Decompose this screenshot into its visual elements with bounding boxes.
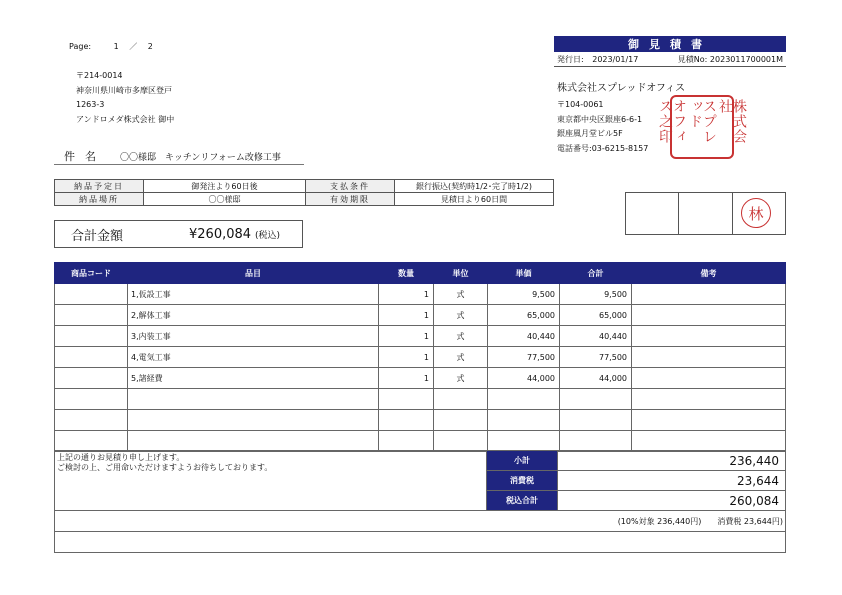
row-unit: 式 xyxy=(434,284,488,305)
info-table xyxy=(54,179,554,206)
row-item: 1,仮設工事 xyxy=(128,284,379,305)
row-unit: 式 xyxy=(434,347,488,368)
payment-terms: 銀行振込(契約時1/2･完了時1/2) xyxy=(395,180,554,193)
row-code xyxy=(55,305,128,326)
row-amount: 9,500 xyxy=(560,284,632,305)
row-price: 40,440 xyxy=(488,326,560,347)
page-current: 1 xyxy=(113,42,119,51)
subject-label: 件名 xyxy=(64,150,106,163)
company-seal xyxy=(657,95,747,159)
tax-value: 23,644 xyxy=(558,471,786,491)
summary-table xyxy=(54,450,786,553)
row-code xyxy=(55,284,128,305)
row-code xyxy=(55,347,128,368)
row-item: 2,解体工事 xyxy=(128,305,379,326)
table-row-empty xyxy=(55,410,786,431)
row-note xyxy=(632,326,786,347)
grand-total-value: 260,084 xyxy=(558,491,786,511)
recipient-address1: 神奈川県川崎市多摩区登戸 xyxy=(76,85,172,95)
table-row-empty xyxy=(55,431,786,452)
delivery-date-label: 納品予定日 xyxy=(55,180,144,193)
issuer-address1: 東京都中央区銀座6-6-1 xyxy=(557,114,643,124)
table-row xyxy=(55,368,786,389)
stamp-box xyxy=(679,193,732,235)
page-label: Page: xyxy=(69,42,92,51)
payment-label: 支払条件 xyxy=(306,180,395,193)
delivery-place-label: 納品場所 xyxy=(55,193,144,206)
header-amount: 合計 xyxy=(560,263,632,284)
delivery-place: 〇〇様邸 xyxy=(144,193,306,206)
subject-value: 〇〇様邸 キッチンリフォーム改修工事 xyxy=(120,152,281,163)
row-item: 5,諸経費 xyxy=(128,368,379,389)
recipient-address2: 1263-3 xyxy=(76,100,105,109)
page-separator: ／ xyxy=(129,42,138,51)
issue-date: 2023/01/17 xyxy=(592,55,639,64)
remarks-line1: 上記の通りお見積り申し上げます。 xyxy=(57,453,185,462)
row-unit: 式 xyxy=(434,368,488,389)
validity-label: 有効期限 xyxy=(306,193,395,206)
header-note: 備考 xyxy=(632,263,786,284)
row-qty: 1 xyxy=(379,284,434,305)
row-price: 65,000 xyxy=(488,305,560,326)
issue-line xyxy=(554,53,786,67)
row-note xyxy=(632,347,786,368)
subtotal-label: 小計 xyxy=(487,451,558,471)
seal-column-2: スプレッド xyxy=(687,99,717,144)
row-amount: 40,440 xyxy=(560,326,632,347)
seal-column-1: 株式会社 xyxy=(717,99,747,144)
header-item: 品目 xyxy=(128,263,379,284)
row-unit: 式 xyxy=(434,305,488,326)
row-amount: 44,000 xyxy=(560,368,632,389)
table-row xyxy=(55,326,786,347)
header-unit: 単位 xyxy=(434,263,488,284)
estimate-no: 2023011700001M xyxy=(709,55,783,64)
issuer-company: 株式会社スプレッドオフィス xyxy=(557,83,686,94)
subtotal-value: 236,440 xyxy=(558,451,786,471)
table-row-empty xyxy=(55,389,786,410)
row-amount: 65,000 xyxy=(560,305,632,326)
remarks-line2: ご検討の上、ご用命いただけますようお待ちしております。 xyxy=(57,463,273,472)
tax-label: 消費税 xyxy=(487,471,558,491)
issuer-address2: 銀座風月堂ビル5F xyxy=(557,129,623,138)
table-row xyxy=(55,347,786,368)
row-unit: 式 xyxy=(434,326,488,347)
page-indicator xyxy=(69,41,153,52)
estimate-no-label: 見積No: xyxy=(677,55,708,64)
row-item: 4,電気工事 xyxy=(128,347,379,368)
header-qty: 数量 xyxy=(379,263,434,284)
total-amount: ¥260,084 xyxy=(189,226,252,242)
table-row xyxy=(55,284,786,305)
remarks-cell xyxy=(55,451,487,511)
header-price: 単価 xyxy=(488,263,560,284)
issuer-postal: 〒104-0061 xyxy=(557,100,604,109)
row-item: 3,内装工事 xyxy=(128,326,379,347)
total-label: 合計金額 xyxy=(71,228,124,244)
recipient-postal: 〒214-0014 xyxy=(76,71,123,80)
table-row xyxy=(55,305,786,326)
line-items-table xyxy=(54,262,786,452)
issue-date-label: 発行日: xyxy=(557,55,584,64)
recipient-block xyxy=(76,69,174,127)
stamp-box xyxy=(626,193,679,235)
blank-row xyxy=(55,532,786,553)
total-amount-box xyxy=(54,220,303,248)
row-note xyxy=(632,284,786,305)
tax-breakdown: (10%対象 236,440円) 消費税 23,644円) xyxy=(55,511,786,532)
delivery-date: 御発注より60日後 xyxy=(144,180,306,193)
row-note xyxy=(632,305,786,326)
seal-column-3: オフィス之印 xyxy=(657,99,687,144)
personal-hanko: 林 xyxy=(741,198,771,228)
document-title: 御見積書 xyxy=(554,36,786,52)
recipient-name: アンドロメダ株式会社 御中 xyxy=(76,114,175,124)
total-tax-note: (税込) xyxy=(255,230,281,241)
row-qty: 1 xyxy=(379,347,434,368)
row-note xyxy=(632,368,786,389)
issuer-phone: 電話番号:03-6215-8157 xyxy=(557,143,649,153)
row-code xyxy=(55,326,128,347)
row-qty: 1 xyxy=(379,368,434,389)
grand-total-label: 税込合計 xyxy=(487,491,558,511)
row-price: 77,500 xyxy=(488,347,560,368)
page-total: 2 xyxy=(147,42,153,51)
validity: 見積日より60日間 xyxy=(395,193,554,206)
row-qty: 1 xyxy=(379,305,434,326)
header-code: 商品コード xyxy=(55,263,128,284)
subject-line xyxy=(54,148,304,165)
row-qty: 1 xyxy=(379,326,434,347)
row-code xyxy=(55,368,128,389)
row-price: 9,500 xyxy=(488,284,560,305)
row-price: 44,000 xyxy=(488,368,560,389)
row-amount: 77,500 xyxy=(560,347,632,368)
